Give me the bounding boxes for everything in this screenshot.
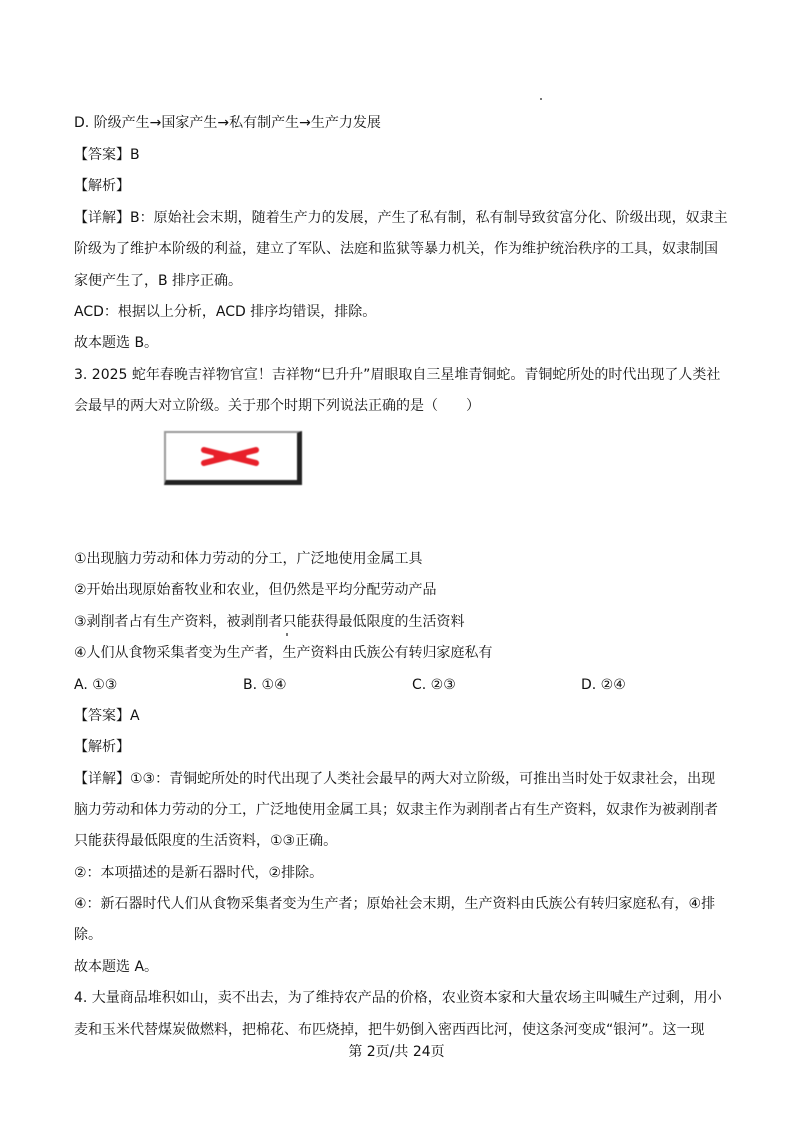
text-line-detail-3c: 只能获得最低限度的生活资料，①③正确。 (74, 833, 338, 849)
text-line-s3: ③剥削者占有生产资料，被剥削者只能获得最低限度的生活资料 (74, 614, 465, 630)
text-line-detail-2b: 阶级为了维护本阶级的利益，建立了军队、法庭和监狱等暴力机关，作为维护统治秩序的工具，奴隶制国 (74, 241, 718, 257)
text-line-q4a: 4. 大量商品堆积如山，卖不出去，为了维持农产品的价格，农业资本家和大量农场主叫喊生产过剩，用小 (74, 990, 722, 1006)
text-line-analysis-2: 【解析】 (74, 178, 130, 194)
text-line-acd-2: ACD：根据以上分析，ACD 排序均错误，排除。 (74, 304, 377, 320)
text-line-opt-d-prev: D. 阶级产生→国家产生→私有制产生→生产力发展 (74, 115, 381, 131)
scan-speck (286, 633, 288, 636)
text-line-q4b: 麦和玉米代替煤炭做燃料，把棉花、布匹烧掉，把牛奶倒入密西西比河，使这条河变成“银河”。这一现 (74, 1022, 705, 1038)
text-line-s2: ②开始出现原始畜牧业和农业，但仍然是平均分配劳动产品 (74, 582, 437, 598)
text-line-detail-3f: 除。 (74, 927, 102, 943)
text-line-answer-3: 【答案】A (74, 708, 140, 724)
text-line-answer-2: 【答案】B (74, 147, 140, 163)
q3-option-c: C. ②③ (412, 677, 456, 693)
text-line-detail-3e: ④：新石器时代人们从食物采集者变为生产者；原始社会末期，生产资料由氏族公有转归家庭私有，④排 (74, 896, 716, 912)
page-footer: 第 2页/共 24页 (348, 1044, 445, 1060)
broken-image-icon (166, 433, 297, 480)
text-line-detail-2c: 家便产生了，B 排序正确。 (74, 273, 243, 289)
q3-option-a: A. ①③ (74, 677, 118, 693)
text-line-detail-3d: ②：本项描述的是新石器时代，②排除。 (74, 865, 324, 881)
q3-option-d: D. ②④ (581, 677, 626, 693)
q3-option-b: B. ①④ (243, 677, 287, 693)
text-line-detail-3a: 【详解】①③：青铜蛇所处的时代出现了人类社会最早的两大对立阶级，可推出当时处于奴隶社会，出现 (74, 771, 716, 787)
text-line-analysis-3: 【解析】 (74, 739, 130, 755)
broken-image-placeholder (164, 431, 302, 485)
text-line-choose-2: 故本题选 B。 (74, 335, 159, 351)
text-line-s4: ④人们从食物采集者变为生产者，生产资料由氏族公有转归家庭私有 (74, 645, 493, 661)
text-line-detail-2a: 【详解】B：原始社会末期，随着生产力的发展，产生了私有制，私有制导致贫富分化、阶级出现，奴隶主 (74, 210, 728, 226)
text-line-q3a: 3. 2025 蛇年春晚吉祥物官宣！吉祥物“巳升升”眉眼取自三星堆青铜蛇。青铜蛇所处的时代出现了人类社 (74, 367, 721, 383)
scan-speck (540, 98, 542, 100)
text-line-q3b: 会最早的两大对立阶级。关于那个时期下列说法正确的是（ ） (74, 398, 480, 414)
text-line-choose-3: 故本题选 A。 (74, 959, 159, 975)
text-line-s1: ①出现脑力劳动和体力劳动的分工，广泛地使用金属工具 (74, 551, 423, 567)
text-line-detail-3b: 脑力劳动和体力劳动的分工，广泛地使用金属工具；奴隶主作为剥削者占有生产资料，奴隶作为被剥削者 (74, 802, 718, 818)
